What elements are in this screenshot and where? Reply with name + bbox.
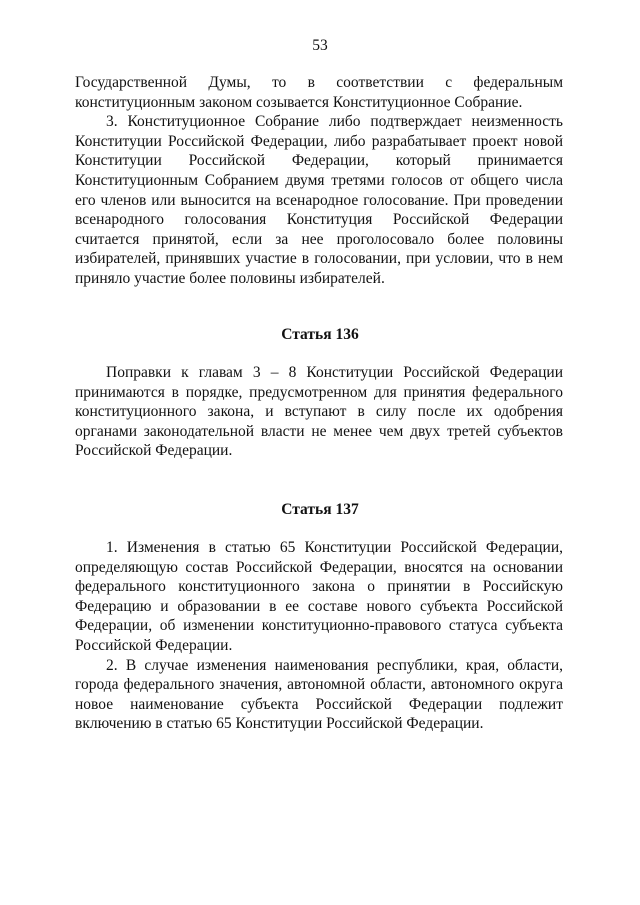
continued-text-block [75,73,563,289]
paragraph: 3. Конституционное Собрание либо подтверждает неизменность Конституции Российской Федерации, либо разрабатывает проект новой Конституции Российской Федерации, который принимается Конституционным Собранием двумя третями голосов от общего числа его членов или выносится на всенародное голосование. При проведении всенародного голосования Конституция Российской Федерации считается принятой, если за нее проголосовало более половины избирателей, принявших участие в голосовании, при условии, что в нем приняло участие более половины избирателей. [75,113,563,287]
paragraph: Поправки к главам 3 – 8 Конституции Российской Федерации принимаются в порядке, предусмотренном для принятия федерального конституционного закона, и вступают в силу после их одобрения органами законодательной власти не менее чем двух третей субъектов Российской Федерации. [75,364,563,460]
article-137-body [75,538,563,734]
article-136-heading: Статья 136 [281,326,359,343]
paragraph: 1. Изменения в статью 65 Конституции Российской Федерации, определяющую состав Российской Федерации, вносятся на основании федерального конституционного закона о принятии в Российскую Федерацию и образовании в ее составе нового субъекта Российской Федерации, об изменении конституционно-правового статуса субъекта Российской Федерации. [75,539,563,654]
paragraph: Государственной Думы, то в соответствии с федеральным конституционным законом созывается Конституционное Собрание. [75,74,563,111]
paragraph: 2. В случае изменения наименования республики, края, области, города федерального значения, автономной области, автономного округа новое наименование субъекта Российской Федерации подлежит включению в статью 65 Конституции Российской Федерации. [75,656,563,733]
page-number: 53 [312,37,328,54]
article-136-body [75,363,563,461]
article-137-heading: Статья 137 [281,501,359,518]
